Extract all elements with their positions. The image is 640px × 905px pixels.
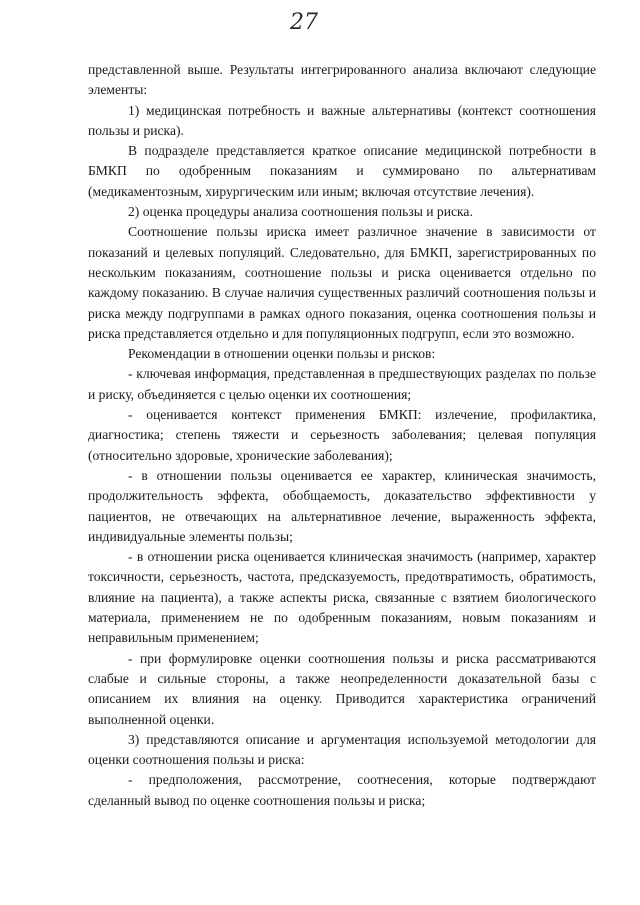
list-item: - предположения, рассмотрение, соотнесения, которые подтверждают сделанный вывод по оценке соотношения пользы и риска; xyxy=(88,772,596,808)
list-item: - в отношении риска оценивается клиническая значимость (например, характер токсичности, серьезность, частота, предсказуемость, предотвратимость, обратимость, влияние на пациента), а также аспекты риска, связанные с взятием биологического материала, применением не по одобренным показаниям, новым показаниям и неправильным применением; xyxy=(88,549,596,646)
body-text xyxy=(88,60,596,811)
paragraph: 1) медицинская потребность и важные альтернативы (контекст соотношения пользы и риска). xyxy=(88,102,596,138)
paragraph: 2) оценка процедуры анализа соотношения пользы и риска. xyxy=(128,204,473,220)
paragraph: 3) представляются описание и аргументация используемой методологии для оценки соотношения пользы и риска: xyxy=(88,731,596,768)
paragraph: В подразделе представляется краткое описание медицинской потребности в БМКП по одобренным показаниям и суммировано по альтернативам (медикаментозным, хирургическим или иным; включая отсутствие лечения). xyxy=(88,143,596,199)
list-item: - ключевая информация, представленная в предшествующих разделах по пользе и риску, объединяется с целью оценки их соотношения; xyxy=(88,366,596,402)
list-item: - при формулировке оценки соотношения пользы и риска рассматриваются слабые и сильные стороны, а также неопределенности доказательной базы с описанием их влияния на оценку. Приводится характеристика ограничений выполненной оценки. xyxy=(88,650,596,727)
list-item: - в отношении пользы оценивается ее характер, клиническая значимость, продолжительность эффекта, обобщаемость, доказательство эффективности у пациентов, не отвечающих на альтернативное лечение, выраженность эффекта, индивидуальные элементы пользы; xyxy=(88,467,596,544)
paragraph: Соотношение пользы ириска имеет различное значение в зависимости от показаний и целевых популяций. Следовательно, для БМКП, зарегистрированных по нескольким показаниям, соотношение пользы и риска оценивается отдельно по каждому показанию. В случае наличия существенных различий соотношения пользы и риска между подгруппами в рамках одного показания, оценка соотношения пользы и риска представляется отдельно и для популяционных подгрупп, если это возможно. xyxy=(88,224,596,341)
paragraph: представленной выше. Результаты интегрированного анализа включают следующие элементы: xyxy=(88,62,596,98)
page-number: 27 xyxy=(290,10,318,35)
list-item: - оценивается контекст применения БМКП: излечение, профилактика, диагностика; степень тяжести и серьезность заболевания; целевая популяция (относительно здоровые, хронические заболевания); xyxy=(88,407,596,463)
paragraph: Рекомендации в отношении оценки пользы и рисков: xyxy=(128,346,436,362)
